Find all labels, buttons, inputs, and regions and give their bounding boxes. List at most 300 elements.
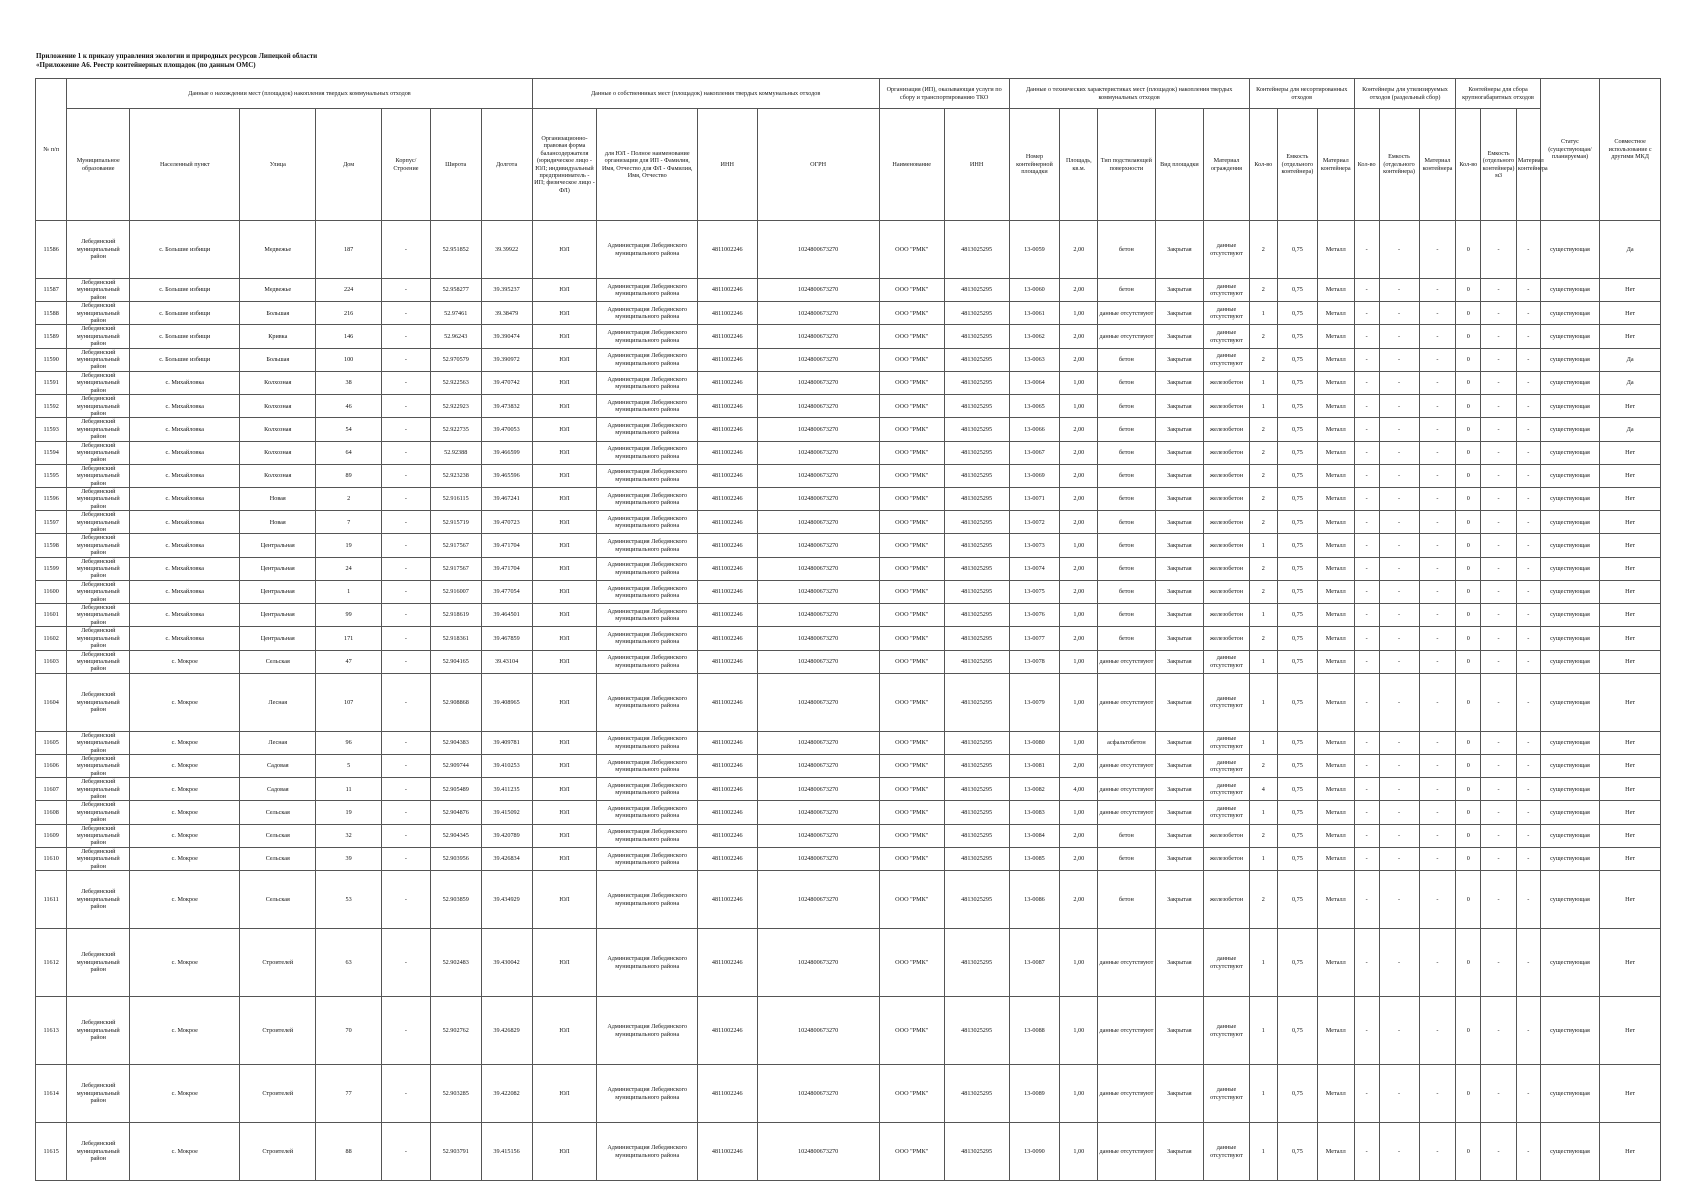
row-owner-name: Администрация Лебедянского муниципального района — [597, 929, 698, 997]
row-owner-name: Администрация Лебедянского муниципального района — [597, 487, 698, 510]
row-shared: Нет — [1600, 325, 1661, 348]
row-bulky-qty: 0 — [1456, 325, 1481, 348]
row-area: 2,00 — [1060, 325, 1098, 348]
row-org-name: ООО "РМК" — [879, 929, 944, 997]
row-mixed-capacity: 0,75 — [1277, 731, 1317, 754]
row-lon: 39.39922 — [481, 221, 532, 279]
row-sep-material: - — [1419, 534, 1456, 557]
row-owner-name: Администрация Лебедянского муниципального района — [597, 511, 698, 534]
row-org-name: ООО "РМК" — [879, 871, 944, 929]
col-inn: ИНН — [698, 109, 757, 221]
row-owner-name: Администрация Лебедянского муниципального района — [597, 997, 698, 1065]
row-mixed-material: Металл — [1317, 279, 1354, 302]
row-org-inn: 4813025295 — [944, 418, 1009, 441]
row-mixed-capacity: 0,75 — [1277, 534, 1317, 557]
row-fence: данные отсутствуют — [1204, 302, 1250, 325]
row-mixed-qty: 1 — [1249, 673, 1277, 731]
row-surface: данные отсутствуют — [1098, 650, 1155, 673]
row-mixed-capacity: 0,75 — [1277, 580, 1317, 603]
row-settlement: с. Мокрое — [130, 673, 240, 731]
col-org-name: Наименование — [879, 109, 944, 221]
row-surface: бетон — [1098, 557, 1155, 580]
row-owner-name: Администрация Лебедянского муниципального района — [597, 754, 698, 777]
row-shared: Да — [1600, 371, 1661, 394]
table-row — [36, 871, 1661, 929]
row-building: - — [382, 325, 431, 348]
row-sep-material: - — [1419, 604, 1456, 627]
row-org-name: ООО "РМК" — [879, 325, 944, 348]
row-owner-name: Администрация Лебедянского муниципального района — [597, 371, 698, 394]
row-ogrn: 1024800673270 — [757, 871, 879, 929]
row-fence: железобетон — [1204, 418, 1250, 441]
row-house: 64 — [316, 441, 382, 464]
row-number: 11600 — [36, 580, 67, 603]
row-bulky-capacity: - — [1481, 778, 1517, 801]
row-bulky-material: - — [1516, 673, 1540, 731]
row-legal-form: ЮЛ — [532, 627, 597, 650]
col-site-number: Номер контейнерной площадки — [1009, 109, 1060, 221]
row-settlement: с. Мокрое — [130, 754, 240, 777]
row-house: 70 — [316, 997, 382, 1065]
row-area: 2,00 — [1060, 847, 1098, 870]
row-lon: 39.467241 — [481, 487, 532, 510]
row-area: 1,00 — [1060, 534, 1098, 557]
col-sep-capacity: Емкость (отдельного контейнера) — [1379, 109, 1419, 221]
row-sep-material: - — [1419, 348, 1456, 371]
row-number: 11595 — [36, 464, 67, 487]
row-legal-form: ЮЛ — [532, 1065, 597, 1123]
row-bulky-material: - — [1516, 441, 1540, 464]
row-site-number: 13-0069 — [1009, 464, 1060, 487]
row-org-inn: 4813025295 — [944, 325, 1009, 348]
row-shared: Да — [1600, 418, 1661, 441]
row-lon: 39.434929 — [481, 871, 532, 929]
row-lat: 52.908868 — [430, 673, 481, 731]
row-inn: 4811002246 — [698, 580, 757, 603]
row-shared: Нет — [1600, 731, 1661, 754]
row-mo: Лебедянский муниципальный район — [67, 627, 130, 650]
row-legal-form: ЮЛ — [532, 464, 597, 487]
row-shared: Нет — [1600, 511, 1661, 534]
row-bulky-qty: 0 — [1456, 801, 1481, 824]
row-org-name: ООО "РМК" — [879, 580, 944, 603]
col-num: № п/п — [36, 79, 67, 221]
row-org-name: ООО "РМК" — [879, 604, 944, 627]
row-site-type: Закрытая — [1155, 1065, 1204, 1123]
row-ogrn: 1024800673270 — [757, 325, 879, 348]
row-ogrn: 1024800673270 — [757, 302, 879, 325]
row-lat: 52.918619 — [430, 604, 481, 627]
row-sep-material: - — [1419, 1065, 1456, 1123]
row-number: 11613 — [36, 997, 67, 1065]
row-sep-capacity: - — [1379, 1065, 1419, 1123]
row-org-inn: 4813025295 — [944, 348, 1009, 371]
row-fence: железобетон — [1204, 580, 1250, 603]
row-mixed-material: Металл — [1317, 221, 1354, 279]
row-bulky-material: - — [1516, 997, 1540, 1065]
row-bulky-material: - — [1516, 511, 1540, 534]
row-surface: бетон — [1098, 441, 1155, 464]
table-body — [36, 221, 1661, 1181]
row-status: существующая — [1540, 580, 1599, 603]
table-row — [36, 371, 1661, 394]
row-building: - — [382, 1123, 431, 1181]
row-mixed-capacity: 0,75 — [1277, 441, 1317, 464]
row-fence: железобетон — [1204, 627, 1250, 650]
row-area: 2,00 — [1060, 348, 1098, 371]
table-row — [36, 279, 1661, 302]
table-row — [36, 1065, 1661, 1123]
row-status: существующая — [1540, 871, 1599, 929]
row-lat: 52.970579 — [430, 348, 481, 371]
row-sep-capacity: - — [1379, 371, 1419, 394]
row-inn: 4811002246 — [698, 511, 757, 534]
col-legal-form: Организационно-правовая форма балансодержателя (юридическое лицо - ЮЛ; индивидуальный предприниматель - ИП; физическое лицо - ФЛ) — [532, 109, 597, 221]
row-mixed-qty: 2 — [1249, 871, 1277, 929]
row-shared: Нет — [1600, 1065, 1661, 1123]
row-legal-form: ЮЛ — [532, 279, 597, 302]
row-bulky-material: - — [1516, 325, 1540, 348]
row-status: существующая — [1540, 325, 1599, 348]
row-bulky-material: - — [1516, 557, 1540, 580]
row-street: Садовая — [240, 778, 316, 801]
row-sep-qty: - — [1354, 302, 1379, 325]
row-bulky-material: - — [1516, 650, 1540, 673]
row-street: Колхозная — [240, 371, 316, 394]
row-area: 1,00 — [1060, 673, 1098, 731]
row-sep-qty: - — [1354, 673, 1379, 731]
row-mo: Лебедянский муниципальный район — [67, 871, 130, 929]
row-sep-material: - — [1419, 673, 1456, 731]
row-lat: 52.903859 — [430, 871, 481, 929]
row-sep-capacity: - — [1379, 824, 1419, 847]
row-site-type: Закрытая — [1155, 871, 1204, 929]
row-surface: бетон — [1098, 824, 1155, 847]
row-status: существующая — [1540, 1123, 1599, 1181]
row-org-inn: 4813025295 — [944, 511, 1009, 534]
row-inn: 4811002246 — [698, 673, 757, 731]
row-bulky-capacity: - — [1481, 348, 1517, 371]
row-lon: 39.390972 — [481, 348, 532, 371]
row-bulky-qty: 0 — [1456, 487, 1481, 510]
col-sep-material: Материал контейнера — [1419, 109, 1456, 221]
row-bulky-capacity: - — [1481, 487, 1517, 510]
row-surface: бетон — [1098, 871, 1155, 929]
row-site-number: 13-0061 — [1009, 302, 1060, 325]
row-fence: данные отсутствуют — [1204, 929, 1250, 997]
row-house: 54 — [316, 418, 382, 441]
row-lon: 39.410253 — [481, 754, 532, 777]
row-fence: данные отсутствуют — [1204, 1065, 1250, 1123]
row-mixed-qty: 1 — [1249, 731, 1277, 754]
row-area: 2,00 — [1060, 418, 1098, 441]
row-bulky-capacity: - — [1481, 371, 1517, 394]
row-area: 2,00 — [1060, 580, 1098, 603]
row-inn: 4811002246 — [698, 395, 757, 418]
row-status: существующая — [1540, 673, 1599, 731]
row-ogrn: 1024800673270 — [757, 441, 879, 464]
row-fence: железобетон — [1204, 371, 1250, 394]
group-mixed-containers: Контейнеры для несортированных отходов — [1249, 79, 1354, 109]
row-lat: 52.917567 — [430, 534, 481, 557]
table-row — [36, 650, 1661, 673]
row-bulky-capacity: - — [1481, 395, 1517, 418]
row-lon: 39.471704 — [481, 557, 532, 580]
row-org-inn: 4813025295 — [944, 871, 1009, 929]
row-site-number: 13-0059 — [1009, 221, 1060, 279]
row-owner-name: Администрация Лебедянского муниципального района — [597, 731, 698, 754]
row-site-type: Закрытая — [1155, 348, 1204, 371]
row-org-name: ООО "РМК" — [879, 221, 944, 279]
row-legal-form: ЮЛ — [532, 604, 597, 627]
row-owner-name: Администрация Лебедянского муниципального района — [597, 348, 698, 371]
row-owner-name: Администрация Лебедянского муниципального района — [597, 441, 698, 464]
row-org-name: ООО "РМК" — [879, 441, 944, 464]
row-settlement: с. Мокрое — [130, 650, 240, 673]
row-owner-name: Администрация Лебедянского муниципального района — [597, 1065, 698, 1123]
row-lon: 39.465596 — [481, 464, 532, 487]
row-ogrn: 1024800673270 — [757, 279, 879, 302]
col-sep-qty: Кол-во — [1354, 109, 1379, 221]
row-bulky-qty: 0 — [1456, 557, 1481, 580]
row-mixed-capacity: 0,75 — [1277, 325, 1317, 348]
row-mixed-capacity: 0,75 — [1277, 511, 1317, 534]
row-shared: Нет — [1600, 997, 1661, 1065]
row-bulky-material: - — [1516, 754, 1540, 777]
row-site-type: Закрытая — [1155, 604, 1204, 627]
row-building: - — [382, 348, 431, 371]
row-site-number: 13-0077 — [1009, 627, 1060, 650]
row-site-number: 13-0080 — [1009, 731, 1060, 754]
row-org-name: ООО "РМК" — [879, 627, 944, 650]
row-site-number: 13-0066 — [1009, 418, 1060, 441]
row-area: 2,00 — [1060, 221, 1098, 279]
row-legal-form: ЮЛ — [532, 534, 597, 557]
row-owner-name: Администрация Лебедянского муниципального района — [597, 557, 698, 580]
col-mixed-qty: Кол-во — [1249, 109, 1277, 221]
row-inn: 4811002246 — [698, 627, 757, 650]
row-site-type: Закрытая — [1155, 1123, 1204, 1181]
row-shared: Нет — [1600, 778, 1661, 801]
row-mixed-material: Металл — [1317, 557, 1354, 580]
row-lat: 52.903285 — [430, 1065, 481, 1123]
row-site-type: Закрытая — [1155, 418, 1204, 441]
row-org-inn: 4813025295 — [944, 650, 1009, 673]
row-sep-qty: - — [1354, 580, 1379, 603]
row-ogrn: 1024800673270 — [757, 348, 879, 371]
row-status: существующая — [1540, 557, 1599, 580]
row-surface: данные отсутствуют — [1098, 1123, 1155, 1181]
row-inn: 4811002246 — [698, 604, 757, 627]
row-site-type: Закрытая — [1155, 801, 1204, 824]
row-number: 11603 — [36, 650, 67, 673]
row-bulky-material: - — [1516, 348, 1540, 371]
row-building: - — [382, 441, 431, 464]
row-bulky-qty: 0 — [1456, 441, 1481, 464]
row-sep-material: - — [1419, 778, 1456, 801]
row-ogrn: 1024800673270 — [757, 1065, 879, 1123]
table-row — [36, 557, 1661, 580]
row-mixed-material: Металл — [1317, 464, 1354, 487]
row-org-inn: 4813025295 — [944, 1123, 1009, 1181]
row-owner-name: Администрация Лебедянского муниципального района — [597, 325, 698, 348]
row-number: 11594 — [36, 441, 67, 464]
row-mixed-qty: 1 — [1249, 604, 1277, 627]
row-fence: железобетон — [1204, 557, 1250, 580]
row-ogrn: 1024800673270 — [757, 534, 879, 557]
row-mo: Лебедянский муниципальный район — [67, 279, 130, 302]
row-mo: Лебедянский муниципальный район — [67, 302, 130, 325]
row-building: - — [382, 534, 431, 557]
row-legal-form: ЮЛ — [532, 754, 597, 777]
row-owner-name: Администрация Лебедянского муниципального района — [597, 824, 698, 847]
row-status: существующая — [1540, 1065, 1599, 1123]
row-mixed-qty: 2 — [1249, 464, 1277, 487]
row-mo: Лебедянский муниципальный район — [67, 441, 130, 464]
row-inn: 4811002246 — [698, 464, 757, 487]
row-surface: данные отсутствуют — [1098, 673, 1155, 731]
row-mixed-material: Металл — [1317, 847, 1354, 870]
col-lon: Долгота — [481, 109, 532, 221]
row-sep-qty: - — [1354, 557, 1379, 580]
row-shared: Нет — [1600, 395, 1661, 418]
row-bulky-qty: 0 — [1456, 847, 1481, 870]
row-street: Медвежье — [240, 221, 316, 279]
row-lon: 39.422082 — [481, 1065, 532, 1123]
row-status: существующая — [1540, 348, 1599, 371]
row-bulky-capacity: - — [1481, 824, 1517, 847]
row-mixed-qty: 1 — [1249, 1065, 1277, 1123]
row-owner-name: Администрация Лебедянского муниципального района — [597, 580, 698, 603]
row-owner-name: Администрация Лебедянского муниципального района — [597, 650, 698, 673]
row-org-name: ООО "РМК" — [879, 847, 944, 870]
row-area: 1,00 — [1060, 395, 1098, 418]
row-sep-qty: - — [1354, 627, 1379, 650]
row-lon: 39.411235 — [481, 778, 532, 801]
row-bulky-material: - — [1516, 487, 1540, 510]
row-sep-material: - — [1419, 511, 1456, 534]
row-sep-capacity: - — [1379, 997, 1419, 1065]
row-fence: данные отсутствуют — [1204, 673, 1250, 731]
row-house: 47 — [316, 650, 382, 673]
row-area: 4,00 — [1060, 778, 1098, 801]
row-lon: 39.464501 — [481, 604, 532, 627]
row-building: - — [382, 511, 431, 534]
row-mixed-capacity: 0,75 — [1277, 929, 1317, 997]
row-bulky-qty: 0 — [1456, 464, 1481, 487]
row-sep-material: - — [1419, 302, 1456, 325]
row-site-type: Закрытая — [1155, 279, 1204, 302]
row-number: 11601 — [36, 604, 67, 627]
row-area: 1,00 — [1060, 1123, 1098, 1181]
row-mo: Лебедянский муниципальный район — [67, 778, 130, 801]
row-street: Центральная — [240, 534, 316, 557]
row-site-number: 13-0087 — [1009, 929, 1060, 997]
row-bulky-qty: 0 — [1456, 673, 1481, 731]
row-legal-form: ЮЛ — [532, 441, 597, 464]
row-street: Сельская — [240, 847, 316, 870]
table-row — [36, 1123, 1661, 1181]
row-mixed-material: Металл — [1317, 929, 1354, 997]
row-site-type: Закрытая — [1155, 778, 1204, 801]
row-area: 1,00 — [1060, 302, 1098, 325]
row-bulky-capacity: - — [1481, 580, 1517, 603]
row-sep-material: - — [1419, 824, 1456, 847]
col-status: Статус (существующая/планируемая) — [1540, 79, 1599, 221]
row-status: существующая — [1540, 731, 1599, 754]
row-mixed-qty: 2 — [1249, 487, 1277, 510]
row-sep-qty: - — [1354, 1123, 1379, 1181]
row-site-number: 13-0085 — [1009, 847, 1060, 870]
row-site-number: 13-0067 — [1009, 441, 1060, 464]
row-inn: 4811002246 — [698, 1065, 757, 1123]
row-ogrn: 1024800673270 — [757, 557, 879, 580]
col-owner-name: для ЮЛ - Полное наименование организации для ИП - Фамилия, Имя, Отчество для ФЛ - Фамилия, Имя, Отчество — [597, 109, 698, 221]
row-bulky-material: - — [1516, 1123, 1540, 1181]
row-bulky-qty: 0 — [1456, 929, 1481, 997]
row-ogrn: 1024800673270 — [757, 650, 879, 673]
row-bulky-qty: 0 — [1456, 534, 1481, 557]
row-status: существующая — [1540, 778, 1599, 801]
row-mixed-qty: 1 — [1249, 929, 1277, 997]
row-site-number: 13-0071 — [1009, 487, 1060, 510]
row-inn: 4811002246 — [698, 824, 757, 847]
row-mixed-capacity: 0,75 — [1277, 778, 1317, 801]
row-sep-qty: - — [1354, 348, 1379, 371]
row-surface: бетон — [1098, 371, 1155, 394]
row-org-name: ООО "РМК" — [879, 279, 944, 302]
row-bulky-qty: 0 — [1456, 627, 1481, 650]
row-street: Строителей — [240, 997, 316, 1065]
row-settlement: с. Большие избищи — [130, 348, 240, 371]
row-number: 11611 — [36, 871, 67, 929]
col-bulky-qty: Кол-во — [1456, 109, 1481, 221]
row-fence: железобетон — [1204, 441, 1250, 464]
row-area: 2,00 — [1060, 871, 1098, 929]
row-number: 11597 — [36, 511, 67, 534]
row-building: - — [382, 487, 431, 510]
row-org-name: ООО "РМК" — [879, 1065, 944, 1123]
row-site-type: Закрытая — [1155, 650, 1204, 673]
row-street: Большая — [240, 348, 316, 371]
row-shared: Нет — [1600, 847, 1661, 870]
row-site-number: 13-0073 — [1009, 534, 1060, 557]
row-org-name: ООО "РМК" — [879, 731, 944, 754]
row-mo: Лебедянский муниципальный район — [67, 673, 130, 731]
table-row — [36, 395, 1661, 418]
row-legal-form: ЮЛ — [532, 778, 597, 801]
row-lat: 52.922563 — [430, 371, 481, 394]
row-settlement: с. Михайловка — [130, 627, 240, 650]
row-owner-name: Администрация Лебедянского муниципального района — [597, 673, 698, 731]
row-sep-material: - — [1419, 441, 1456, 464]
row-area: 2,00 — [1060, 557, 1098, 580]
row-bulky-material: - — [1516, 604, 1540, 627]
row-sep-capacity: - — [1379, 221, 1419, 279]
row-mo: Лебедянский муниципальный район — [67, 929, 130, 997]
row-lon: 39.395237 — [481, 279, 532, 302]
row-bulky-capacity: - — [1481, 929, 1517, 997]
header-row-groups — [36, 79, 1661, 109]
row-site-number: 13-0090 — [1009, 1123, 1060, 1181]
row-shared: Нет — [1600, 627, 1661, 650]
row-mixed-capacity: 0,75 — [1277, 1123, 1317, 1181]
row-surface: данные отсутствуют — [1098, 1065, 1155, 1123]
row-sep-capacity: - — [1379, 279, 1419, 302]
col-house: Дом — [316, 109, 382, 221]
row-legal-form: ЮЛ — [532, 673, 597, 731]
row-house: 224 — [316, 279, 382, 302]
